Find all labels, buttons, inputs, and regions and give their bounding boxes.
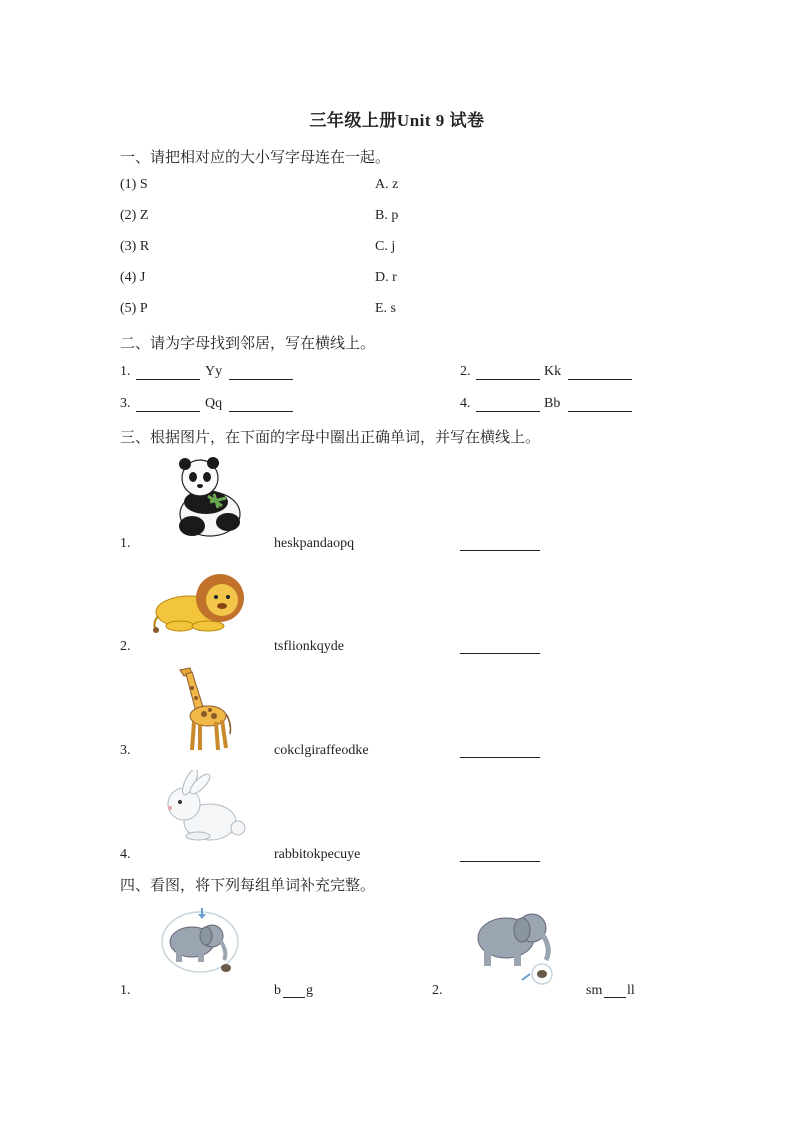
s1-left-1: (1) S — [120, 177, 148, 192]
s4-word-1-end: g — [306, 983, 313, 998]
s1-right-3: C. j — [375, 239, 396, 254]
s2-num-1: 1. — [120, 364, 131, 379]
s2-blank-4a[interactable] — [476, 411, 540, 412]
s2-blank-3a[interactable] — [136, 411, 200, 412]
s4-word-1-start: b — [274, 983, 281, 998]
s3-num-1: 1. — [120, 536, 131, 551]
section1-heading: 一、请把相对应的大小写字母连在一起。 — [120, 150, 391, 166]
s1-left-3: (3) R — [120, 239, 150, 254]
s2-blank-2a[interactable] — [476, 379, 540, 380]
s2-blank-4b[interactable] — [568, 411, 632, 412]
s3-answer-2[interactable] — [460, 653, 540, 654]
exam-title: 三年级上册Unit 9 试卷 — [309, 111, 485, 130]
s3-letters-1: heskpandaopq — [274, 536, 355, 551]
section4-heading: 四、看图，将下列每组单词补充完整。 — [120, 878, 376, 894]
s2-letter-3: Qq — [205, 396, 223, 411]
s2-letter-2: Kk — [544, 364, 562, 379]
s2-blank-1a[interactable] — [136, 379, 200, 380]
s1-left-2: (2) Z — [120, 208, 149, 223]
rabbit-image — [160, 770, 248, 846]
s4-word-2-end: ll — [627, 983, 635, 998]
s2-letter-1: Yy — [205, 364, 223, 379]
section3-heading: 三、根据图片，在下面的字母中圈出正确单词，并写在横线上。 — [120, 430, 541, 446]
panda-image — [170, 456, 246, 540]
small-elephant-image — [470, 904, 558, 986]
s4-num-2: 2. — [432, 983, 443, 998]
giraffe-image — [170, 664, 234, 754]
s4-blank-1[interactable] — [283, 997, 305, 998]
s1-left-5: (5) P — [120, 301, 148, 316]
s1-right-4: D. r — [375, 270, 397, 285]
s2-num-2: 2. — [460, 364, 471, 379]
s3-answer-1[interactable] — [460, 550, 540, 551]
s3-answer-4[interactable] — [460, 861, 540, 862]
section2-heading: 二、请为字母找到邻居，写在横线上。 — [120, 336, 376, 352]
s2-num-3: 3. — [120, 396, 131, 411]
s3-answer-3[interactable] — [460, 757, 540, 758]
s3-num-4: 4. — [120, 847, 131, 862]
s3-letters-4: rabbitokpecuye — [274, 847, 361, 862]
s2-blank-3b[interactable] — [229, 411, 293, 412]
s2-letter-4: Bb — [544, 396, 561, 411]
s1-right-1: A. z — [375, 177, 399, 192]
s1-right-5: E. s — [375, 301, 396, 316]
s1-left-4: (4) J — [120, 270, 146, 285]
s1-right-2: B. p — [375, 208, 399, 223]
s2-num-4: 4. — [460, 396, 471, 411]
s4-num-1: 1. — [120, 983, 131, 998]
lion-image — [150, 570, 246, 634]
big-elephant-image — [158, 906, 242, 978]
s2-blank-1b[interactable] — [229, 379, 293, 380]
s4-blank-2[interactable] — [604, 997, 626, 998]
s4-word-2-start: sm — [586, 983, 603, 998]
s3-num-3: 3. — [120, 743, 131, 758]
s3-letters-2: tsflionkqyde — [274, 639, 344, 654]
s3-letters-3: cokclgiraffeodke — [274, 743, 369, 758]
s3-num-2: 2. — [120, 639, 131, 654]
s2-blank-2b[interactable] — [568, 379, 632, 380]
